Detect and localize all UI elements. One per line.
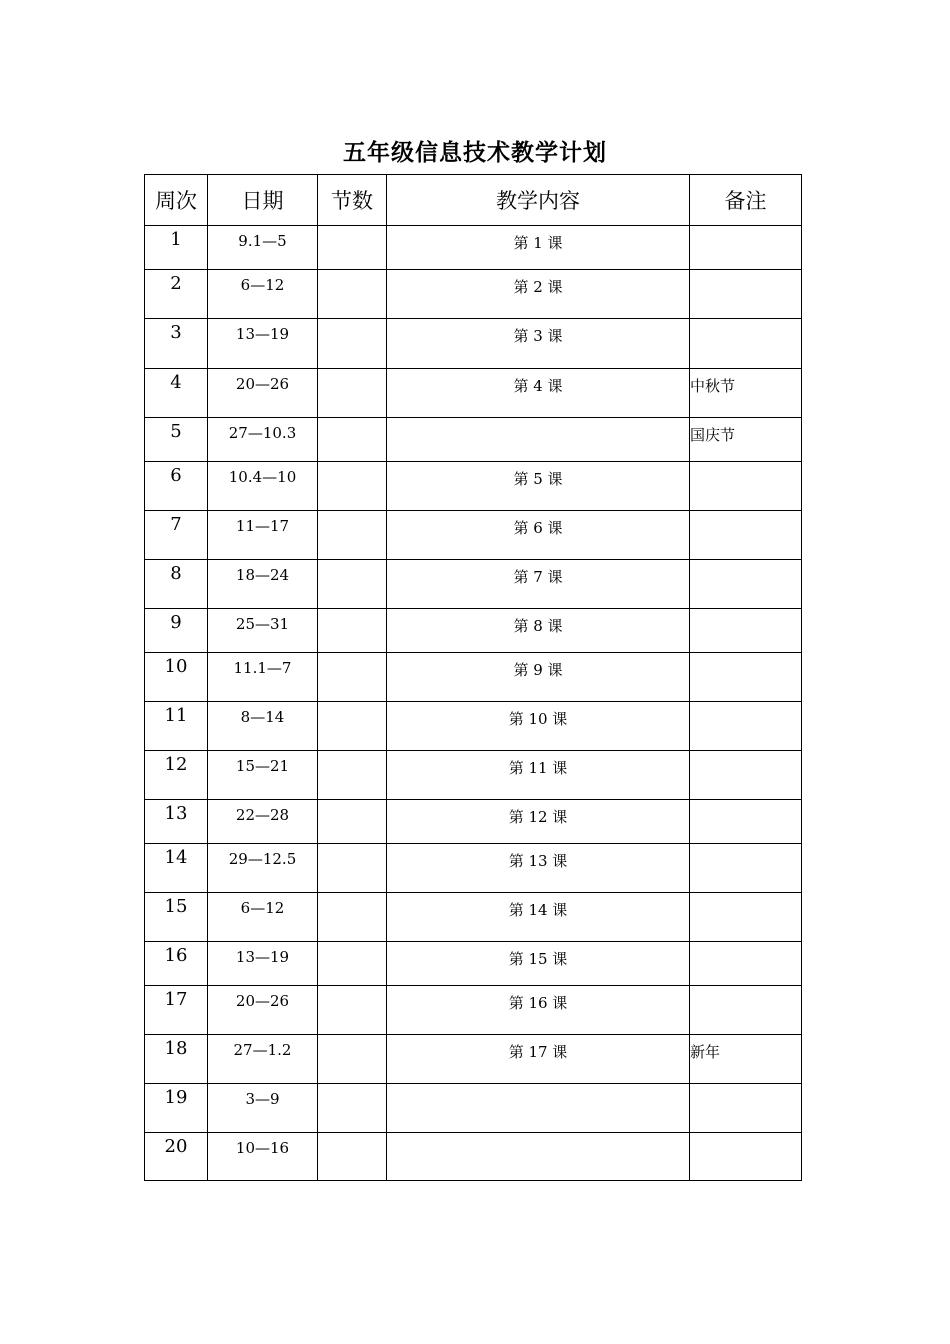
cell-note bbox=[690, 751, 802, 800]
cell-content bbox=[387, 418, 690, 462]
header-content: 教学内容 bbox=[387, 175, 690, 226]
cell-week: 7 bbox=[145, 511, 208, 560]
cell-content: 第 6 课 bbox=[387, 511, 690, 560]
cell-content bbox=[387, 1084, 690, 1133]
table-row bbox=[145, 226, 802, 270]
cell-date: 11.1—7 bbox=[208, 653, 318, 702]
table-row bbox=[145, 1084, 802, 1133]
cell-date: 29—12.5 bbox=[208, 844, 318, 893]
cell-content: 第 7 课 bbox=[387, 560, 690, 609]
cell-week: 1 bbox=[145, 226, 208, 270]
table-row bbox=[145, 609, 802, 653]
cell-sessions bbox=[318, 369, 387, 418]
cell-date: 10—16 bbox=[208, 1133, 318, 1181]
cell-week: 11 bbox=[145, 702, 208, 751]
cell-note bbox=[690, 462, 802, 511]
table-row bbox=[145, 1133, 802, 1181]
cell-week: 3 bbox=[145, 319, 208, 369]
table-row bbox=[145, 942, 802, 986]
cell-sessions bbox=[318, 511, 387, 560]
cell-week: 14 bbox=[145, 844, 208, 893]
cell-sessions bbox=[318, 319, 387, 369]
cell-week: 2 bbox=[145, 270, 208, 319]
table-row bbox=[145, 418, 802, 462]
cell-date: 9.1—5 bbox=[208, 226, 318, 270]
cell-content: 第 13 课 bbox=[387, 844, 690, 893]
teaching-plan-table bbox=[144, 174, 802, 1181]
table-body bbox=[145, 226, 802, 1181]
cell-note bbox=[690, 1084, 802, 1133]
cell-date: 8—14 bbox=[208, 702, 318, 751]
cell-date: 10.4—10 bbox=[208, 462, 318, 511]
cell-content: 第 1 课 bbox=[387, 226, 690, 270]
cell-date: 20—26 bbox=[208, 369, 318, 418]
cell-date: 20—26 bbox=[208, 986, 318, 1035]
cell-content: 第 4 课 bbox=[387, 369, 690, 418]
cell-sessions bbox=[318, 844, 387, 893]
cell-content: 第 11 课 bbox=[387, 751, 690, 800]
table-row bbox=[145, 319, 802, 369]
cell-note bbox=[690, 986, 802, 1035]
table-row bbox=[145, 702, 802, 751]
cell-sessions bbox=[318, 1035, 387, 1084]
cell-date: 15—21 bbox=[208, 751, 318, 800]
cell-sessions bbox=[318, 418, 387, 462]
cell-content: 第 15 课 bbox=[387, 942, 690, 986]
cell-note: 国庆节 bbox=[690, 418, 802, 462]
cell-week: 12 bbox=[145, 751, 208, 800]
cell-note bbox=[690, 511, 802, 560]
cell-week: 17 bbox=[145, 986, 208, 1035]
table-row bbox=[145, 893, 802, 942]
cell-date: 13—19 bbox=[208, 319, 318, 369]
cell-content: 第 3 课 bbox=[387, 319, 690, 369]
cell-content: 第 10 课 bbox=[387, 702, 690, 751]
cell-week: 9 bbox=[145, 609, 208, 653]
table-row bbox=[145, 844, 802, 893]
cell-date: 3—9 bbox=[208, 1084, 318, 1133]
cell-sessions bbox=[318, 653, 387, 702]
cell-date: 6—12 bbox=[208, 270, 318, 319]
table-row bbox=[145, 511, 802, 560]
cell-note: 新年 bbox=[690, 1035, 802, 1084]
cell-content: 第 14 课 bbox=[387, 893, 690, 942]
cell-date: 11—17 bbox=[208, 511, 318, 560]
cell-content: 第 16 课 bbox=[387, 986, 690, 1035]
cell-sessions bbox=[318, 893, 387, 942]
header-date: 日期 bbox=[208, 175, 318, 226]
cell-note bbox=[690, 609, 802, 653]
cell-sessions bbox=[318, 226, 387, 270]
cell-week: 13 bbox=[145, 800, 208, 844]
table-row bbox=[145, 462, 802, 511]
cell-content: 第 5 课 bbox=[387, 462, 690, 511]
cell-sessions bbox=[318, 270, 387, 319]
cell-week: 5 bbox=[145, 418, 208, 462]
cell-content: 第 2 课 bbox=[387, 270, 690, 319]
cell-week: 4 bbox=[145, 369, 208, 418]
header-note: 备注 bbox=[690, 175, 802, 226]
cell-note bbox=[690, 560, 802, 609]
cell-content: 第 9 课 bbox=[387, 653, 690, 702]
header-sessions: 节数 bbox=[318, 175, 387, 226]
cell-content: 第 8 课 bbox=[387, 609, 690, 653]
cell-note bbox=[690, 1133, 802, 1181]
cell-content: 第 17 课 bbox=[387, 1035, 690, 1084]
page-title: 五年级信息技术教学计划 bbox=[343, 139, 607, 166]
table-row bbox=[145, 751, 802, 800]
cell-week: 18 bbox=[145, 1035, 208, 1084]
cell-sessions bbox=[318, 1133, 387, 1181]
cell-week: 10 bbox=[145, 653, 208, 702]
cell-week: 8 bbox=[145, 560, 208, 609]
cell-date: 27—1.2 bbox=[208, 1035, 318, 1084]
cell-sessions bbox=[318, 986, 387, 1035]
cell-sessions bbox=[318, 609, 387, 653]
cell-note bbox=[690, 702, 802, 751]
table-row bbox=[145, 560, 802, 609]
cell-date: 6—12 bbox=[208, 893, 318, 942]
cell-date: 13—19 bbox=[208, 942, 318, 986]
cell-note bbox=[690, 942, 802, 986]
cell-sessions bbox=[318, 560, 387, 609]
cell-sessions bbox=[318, 751, 387, 800]
cell-note: 中秋节 bbox=[690, 369, 802, 418]
cell-note bbox=[690, 800, 802, 844]
table-row bbox=[145, 986, 802, 1035]
cell-week: 19 bbox=[145, 1084, 208, 1133]
cell-note bbox=[690, 653, 802, 702]
table-row bbox=[145, 1035, 802, 1084]
cell-date: 18—24 bbox=[208, 560, 318, 609]
cell-note bbox=[690, 319, 802, 369]
cell-week: 15 bbox=[145, 893, 208, 942]
cell-week: 20 bbox=[145, 1133, 208, 1181]
table-header-row bbox=[145, 175, 802, 226]
cell-sessions bbox=[318, 942, 387, 986]
cell-week: 6 bbox=[145, 462, 208, 511]
cell-note bbox=[690, 226, 802, 270]
header-week: 周次 bbox=[145, 175, 208, 226]
cell-note bbox=[690, 270, 802, 319]
cell-date: 25—31 bbox=[208, 609, 318, 653]
cell-date: 22—28 bbox=[208, 800, 318, 844]
table-row bbox=[145, 369, 802, 418]
cell-content bbox=[387, 1133, 690, 1181]
cell-content: 第 12 课 bbox=[387, 800, 690, 844]
table-row bbox=[145, 270, 802, 319]
table-row bbox=[145, 653, 802, 702]
cell-sessions bbox=[318, 462, 387, 511]
cell-sessions bbox=[318, 1084, 387, 1133]
cell-date: 27—10.3 bbox=[208, 418, 318, 462]
cell-note bbox=[690, 844, 802, 893]
cell-sessions bbox=[318, 702, 387, 751]
table-row bbox=[145, 800, 802, 844]
cell-note bbox=[690, 893, 802, 942]
cell-sessions bbox=[318, 800, 387, 844]
cell-week: 16 bbox=[145, 942, 208, 986]
